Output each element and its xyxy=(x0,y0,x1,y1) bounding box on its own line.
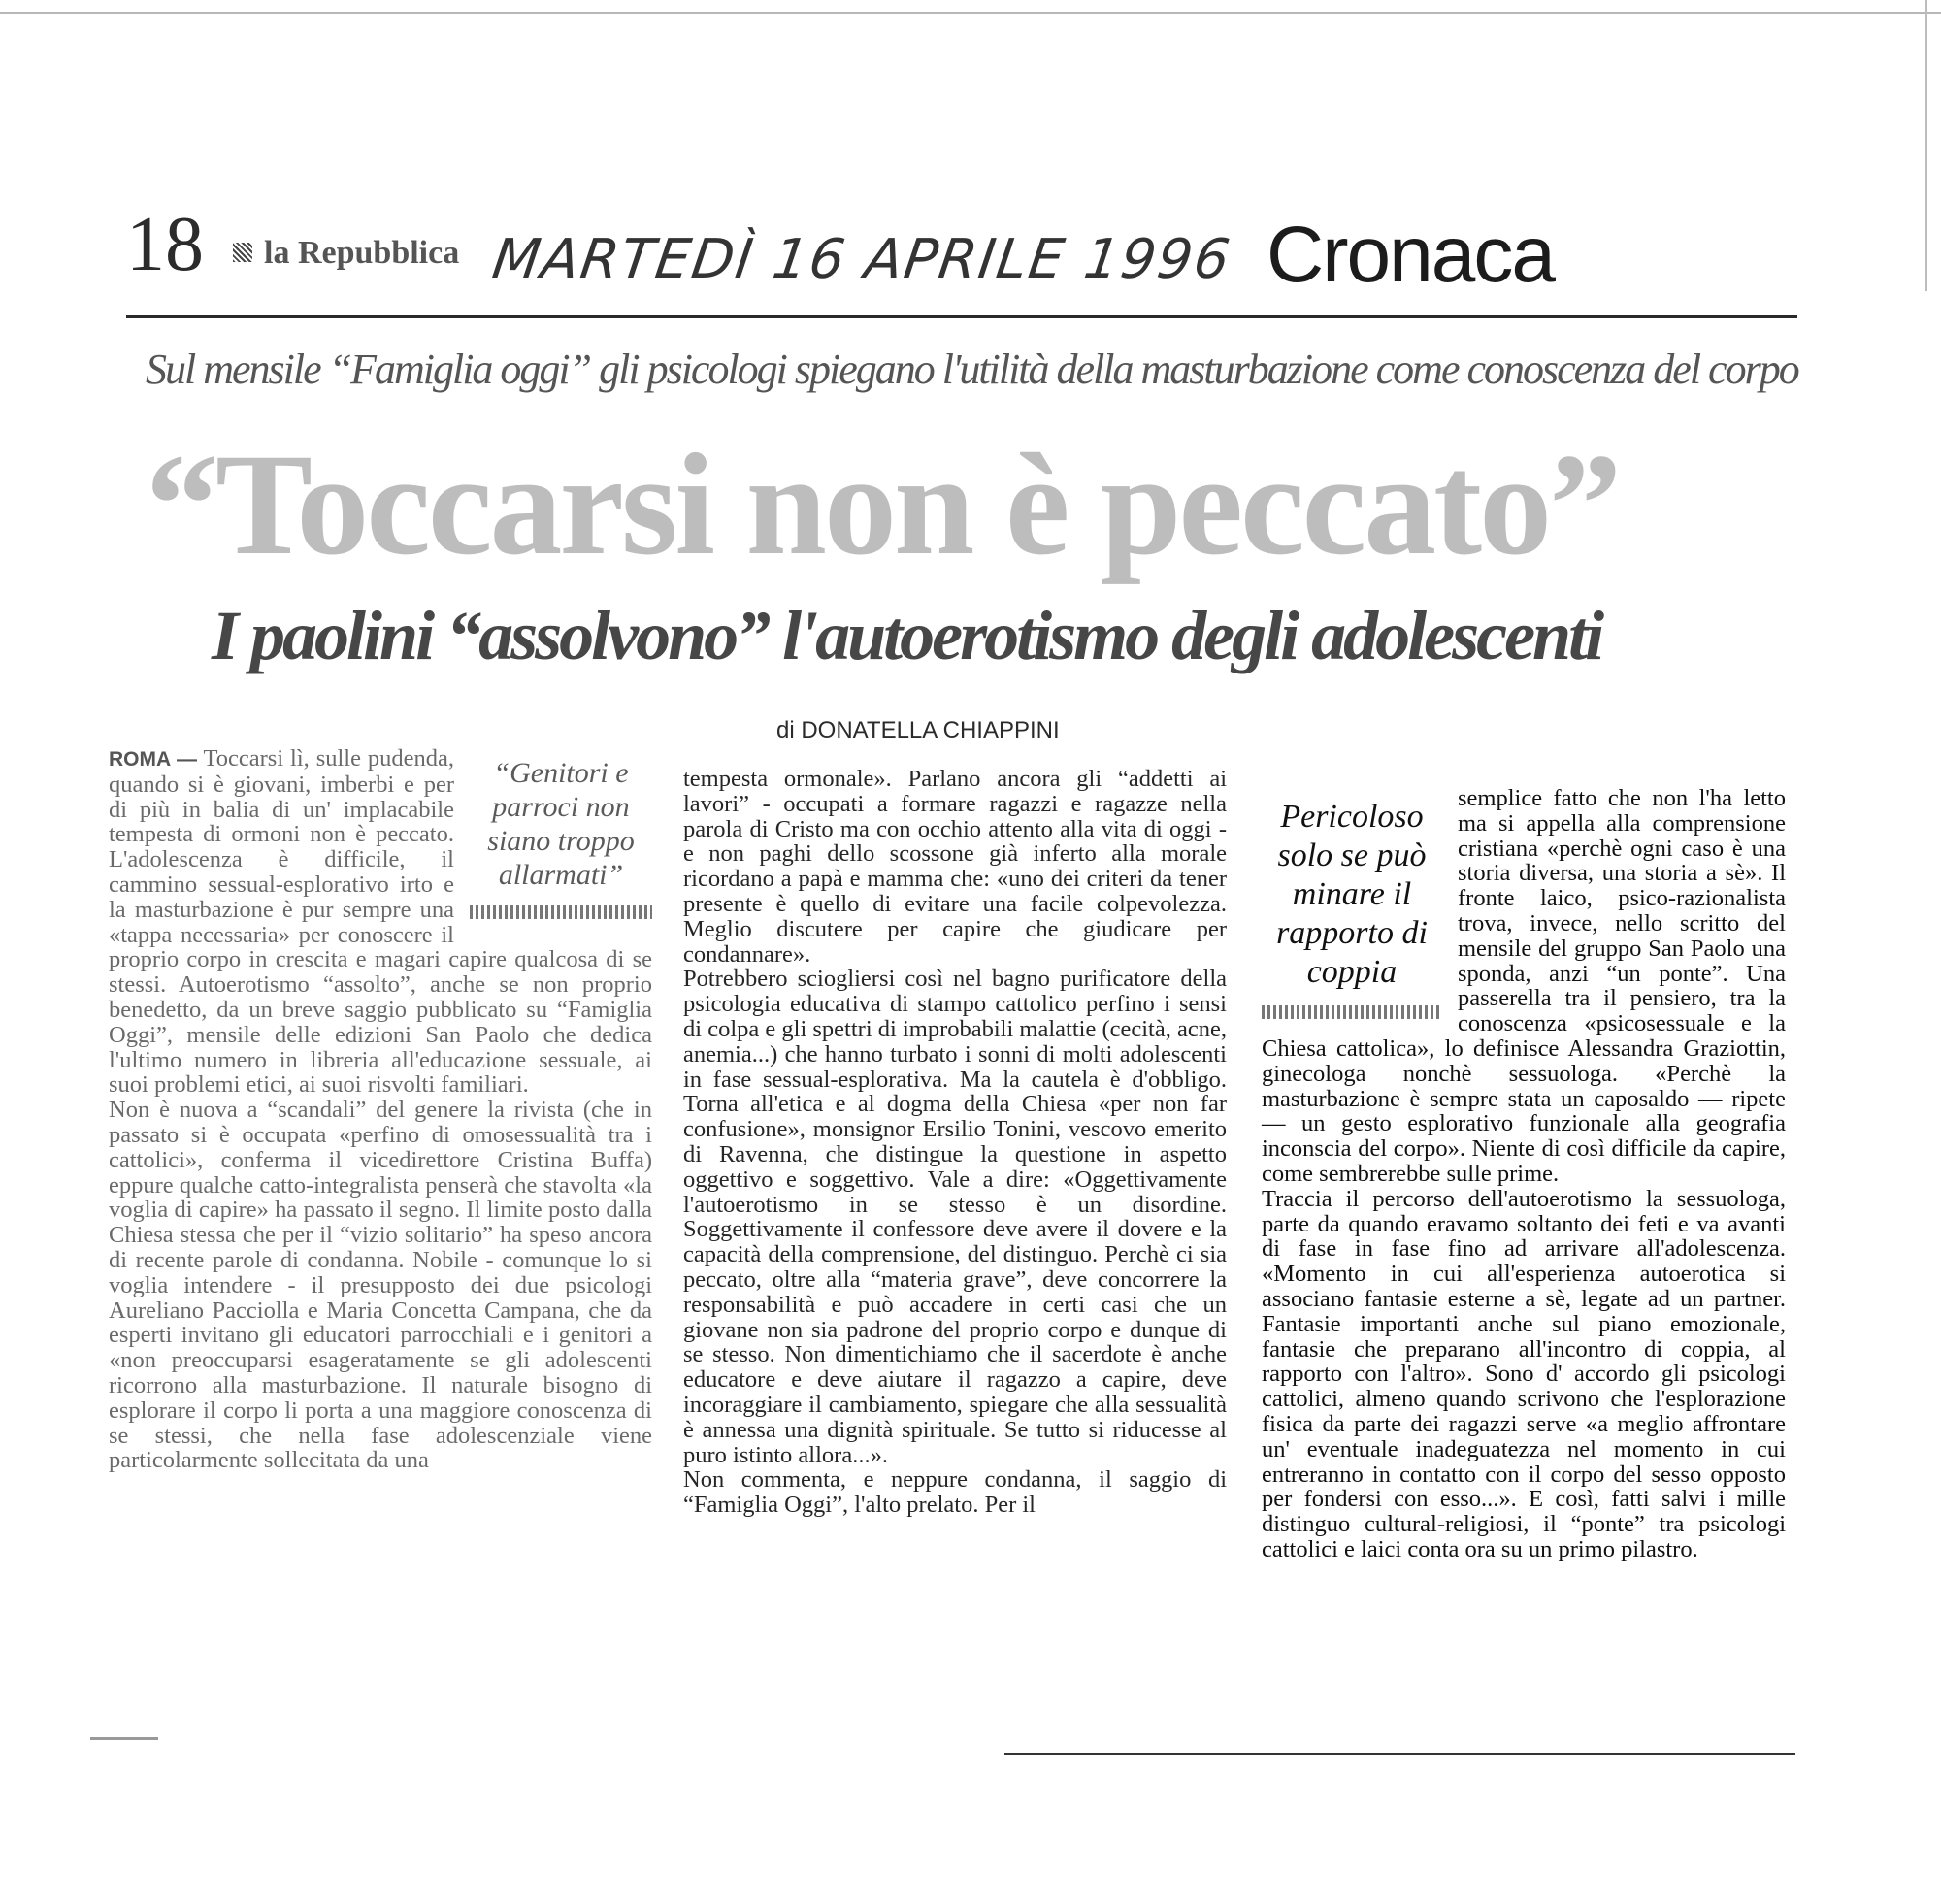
handwritten-date: MARTEDÌ 16 APRILE 1996 xyxy=(488,228,1235,291)
bottom-rule-left xyxy=(90,1737,158,1740)
scan-frame-top xyxy=(0,12,1941,14)
col3-paragraph-2: Traccia il percorso dell'autoerotismo la sessuologa, parte da quando eravamo soltanto dei feti e va avanti di fase in fase fino ad arrivare all'adolescenza. «Momento in cui all'esperienza autoerotica si associano fantasie esterne a sè, legate ad un partner. Fantasie importanti anche sul piano emozionale, fantasie che preparano all'incontro di coppia, al rapporto con l'altro». Sono d' accordo gli psicologi cattolici, almeno quando scrivono che l'esplorazione fisica da parte dei ragazzi serve «a meglio affrontare un' eventuale inadeguatezza nel momento in cui entreranno in contatto con il corpo del sesso opposto per fondersi con esso...». E così, fatti salvi i mille distinguo cultural-religiosi, il “ponte” tra psicologi cattolici e laici conta ora su un primo pilastro. xyxy=(1262,1185,1786,1562)
headline: “Toccarsi non è peccato” xyxy=(146,424,1620,585)
article-column-2 xyxy=(683,767,1227,1518)
pullquote-1-dotted-rule xyxy=(470,905,652,919)
dateline: ROMA — xyxy=(109,748,198,771)
pullquote-2-dotted-rule xyxy=(1262,1005,1442,1019)
col1-paragraph-1-text: Toccarsi lì, sulle pudenda, quando si è giovani, imberbi e per di più in balia di un' implacabile tempesta di ormoni non è peccato. L'adolescenza è difficile, il cammino sessual-esplorativo irto e la masturbazione è pur sempre una «tappa necessaria» per conoscere il proprio corpo in crescita e magari capire qualcosa di se stessi. Autoerotismo “assolto”, anche se non proprio benedetto, da un breve saggio pubblicato su “Famiglia Oggi”, mensile delle edizioni San Paolo che dedica l'ultimo numero in libreria all'educazione sessuale, ai suoi problemi etici, ai suoi risvolti familiari. xyxy=(109,745,652,1099)
col2-paragraph-2: Potrebbero sciogliersi così nel bagno purificatore della psicologia educativa di stampo cattolico perfino i sensi di colpa e gli spettri di improbabili malattie (cecità, acne, anemia...) che hanno turbato i sonni di molti adolescenti in fase sessual-esplorativa. Ma la cautela è d'obbligo. Torna all'etica e al dogma della Chiesa «per non far confusione», monsignor Ersilio Tonini, vescovo emerito di Ravenna, che distingue la questione in aspetto oggettivo e soggettivo. Vale a dire: «Oggettivamente l'autoerotismo in se stesso è un disordine. Soggettivamente il confessore deve avere il dovere e la capacità della comprensione, del distinguo. Perchè ci sia peccato, oltre alla “materia grave”, deve concorrere la responsabilità e può accadere in certi casi che un giovane non sia padrone del proprio corpo e dunque di se stesso. Non dimentichiamo che il sacerdote è anche educatore e deve aiutare il ragazzo a capire, deve incoraggiare il cambiamento, spiegare che alla sessualità è annessa una dignità spirituale. Se tutto si riducesse al puro istinto allora...». xyxy=(683,966,1227,1468)
col3-paragraph-1: semplice fatto che non l'ha letto ma si appella alla comprensione cristiana «perchè ogni caso è una storia diversa, una storia a sè». Il fronte laico, psico-razionalista trova, invece, nello scritto del mensile del gruppo San Paolo una sponda, anzi “un ponte”. Una passerella tra il pensiero, tra la conoscenza «psicosessuale e la Chiesa cattolica», lo definisce Alessandra Graziottin, ginecologa nonchè sessuologa. «Perchè la masturbazione è sempre stata un caposaldo — ripete — un gesto esplorativo funzionale alla geografia inconscia del corpo». Niente di così difficile da capire, come sembrerebbe sulle prime. xyxy=(1262,785,1786,1187)
page-number: 18 xyxy=(126,202,204,287)
header-rule xyxy=(126,315,1797,318)
pullquote-1: “Genitori e parroci non siano troppo allarmati” xyxy=(487,757,635,891)
scan-frame-right xyxy=(1925,0,1927,291)
section-title: Cronaca xyxy=(1267,211,1554,299)
byline: di DONATELLA CHIAPPINI xyxy=(776,717,1060,743)
newspaper-name: la Repubblica xyxy=(264,235,460,271)
col2-paragraph-3: Non commenta, e neppure condanna, il saggio di “Famiglia Oggi”, l'alto prelato. Per il xyxy=(683,1466,1227,1519)
col1-paragraph-2: Non è nuova a “scandali” del genere la rivista (che in passato si è occupata «perfino di omosessualità tra i cattolici», conferma il vicedirettore Cristina Buffa) eppure qualche catto-integralista penserà che stavolta «la voglia di capire» ha passato il segno. Il limite posto dalla Chiesa stessa che per il “vizio solitario” ha speso ancora di recente parole di condanna. Nobile - comunque lo si voglia intendere - il presupposto dei due psicologi Aureliano Pacciolla e Maria Concetta Campana, che da esperti invitano gli educatori parrocchiali e i genitori a «non preoccuparsi esageratamente se gli adolescenti ricorrono alla masturbazione. Il naturale bisogno di esplorare il corpo li porta a una maggiore conoscenza di se stessi, che nella fase adolescenziale viene particolarmente sollecitata da una xyxy=(109,1097,652,1474)
pullquote-1-box xyxy=(470,756,652,919)
pullquote-2-box xyxy=(1262,798,1442,1019)
bottom-rule-right xyxy=(1004,1753,1795,1755)
pullquote-2: Pericoloso solo se può minare il rapporto di coppia xyxy=(1276,799,1428,990)
subheadline: I paolini “assolvono” l'autoerotismo degli adolescenti xyxy=(212,597,1602,674)
col2-paragraph-1: tempesta ormonale». Parlano ancora gli “addetti ai lavori” - occupati a formare ragazzi e ragazze nella parola di Cristo ma con occhio attento alla vita di oggi - e non paghi dello scossone già inferto alla morale ricordano a papà e mamma che: «uno dei criteri da tener presente è quello di evitare una facile colpevolezza. Meglio discutere per capire che giudicare per condannare». xyxy=(683,766,1227,968)
article-column-3 xyxy=(1262,786,1786,1562)
kicker: Sul mensile “Famiglia oggi” gli psicologi spiegano l'utilità della masturbazione come conoscenza del corpo xyxy=(146,345,1798,393)
masthead-square-icon xyxy=(233,243,252,262)
article-column-1 xyxy=(109,746,652,1473)
